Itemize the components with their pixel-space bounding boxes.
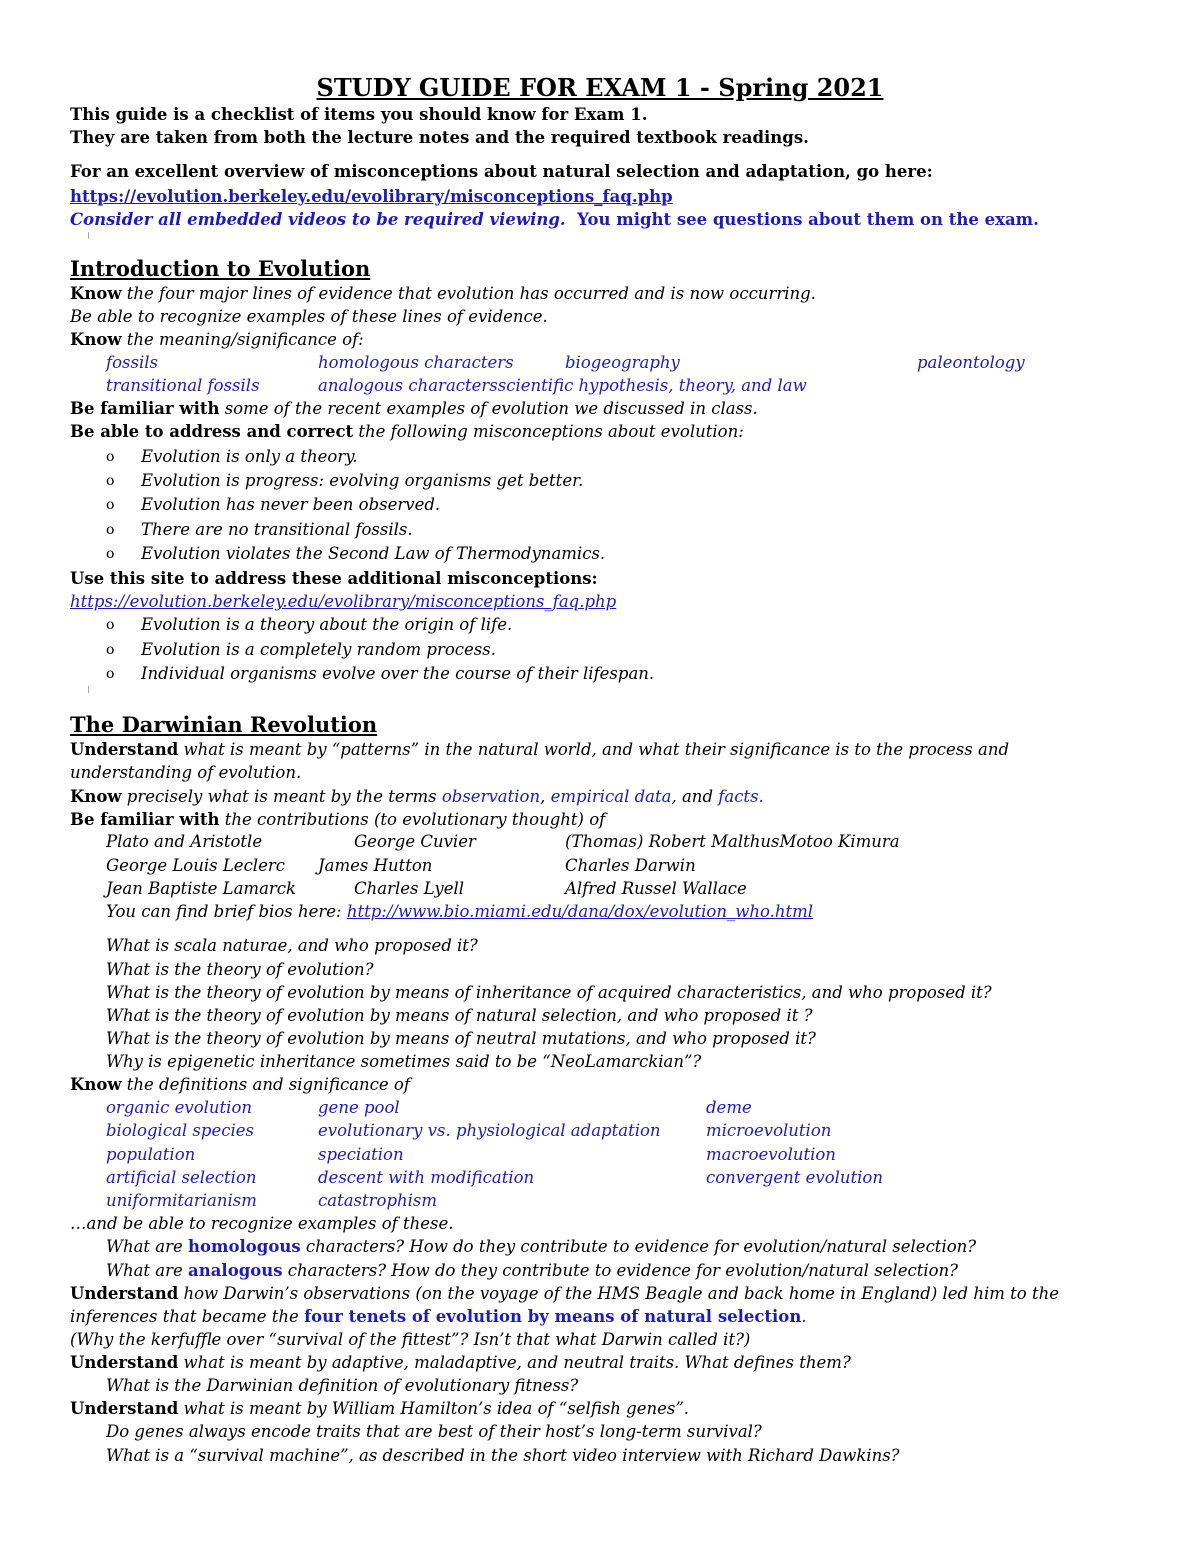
term-observation: observation bbox=[441, 787, 541, 806]
list-bullet: o bbox=[106, 497, 115, 513]
genes-question: Do genes always encode traits that are best of their host’s long-term survival? bbox=[106, 1422, 762, 1441]
definition-item: deme bbox=[706, 1098, 752, 1117]
definition-item: biological species bbox=[106, 1121, 254, 1140]
familiar-label: Be familiar with bbox=[70, 399, 220, 418]
list-bullet: o bbox=[106, 546, 115, 562]
understand-label: Understand bbox=[70, 1353, 179, 1372]
q-suffix: characters? How do they contribute to evidence for evolution/natural selection? bbox=[300, 1237, 977, 1256]
bios-line bbox=[106, 901, 813, 923]
question-item: What is the theory of evolution by means of natural selection, and who proposed it ? bbox=[106, 1006, 813, 1025]
list-item: Evolution is a completely random process. bbox=[141, 640, 496, 659]
definition-item: descent with modification bbox=[318, 1168, 535, 1187]
four-tenets: four tenets of evolution by means of natural selection bbox=[304, 1307, 802, 1326]
q-suffix: characters? How do they contribute to evidence for evolution/natural selection? bbox=[282, 1261, 959, 1280]
homologous-question bbox=[106, 1236, 976, 1258]
bios-text: You can find brief bios here: bbox=[106, 902, 347, 921]
list-bullet: o bbox=[106, 449, 115, 465]
know-label: Know bbox=[70, 284, 122, 303]
understand-traits bbox=[70, 1352, 851, 1374]
know-terms bbox=[70, 786, 764, 808]
videos-note-a: Consider all embedded videos to be required viewing. bbox=[70, 210, 566, 229]
kerfuffle-line: (Why the kerfuffle over “survival of the fittest”? Isn’t that what Darwin called it?) bbox=[70, 1330, 751, 1349]
paragraph-mark bbox=[88, 232, 89, 239]
understand-label: Understand bbox=[70, 740, 179, 759]
address-label: Be able to address and correct bbox=[70, 422, 354, 441]
term-homologous: homologous bbox=[188, 1237, 301, 1256]
definition-item: gene pool bbox=[318, 1098, 400, 1117]
person-item: James Hutton bbox=[318, 856, 433, 875]
know-label: Know bbox=[70, 787, 122, 806]
understand-patterns bbox=[70, 739, 1009, 761]
person-item: Alfred Russel Wallace bbox=[565, 879, 747, 898]
term-empirical-data: empirical data bbox=[550, 787, 672, 806]
person-item: Jean Baptiste Lamarck bbox=[106, 879, 297, 898]
analogous-question bbox=[106, 1260, 958, 1282]
term-analogous: analogous bbox=[188, 1261, 283, 1280]
term-item: fossils bbox=[106, 353, 158, 372]
familiar-text: some of the recent examples of evolution we discussed in class. bbox=[219, 399, 758, 418]
know-text: precisely what is meant by the terms bbox=[121, 787, 442, 806]
person-item: Charles Darwin bbox=[565, 856, 696, 875]
familiar-text: the contributions (to evolutionary thought) of bbox=[219, 810, 606, 829]
q-prefix: What are bbox=[106, 1237, 189, 1256]
fitness-question: What is the Darwinian definition of evolutionary fitness? bbox=[106, 1376, 579, 1395]
recognize-examples: …and be able to recognize examples of these. bbox=[70, 1214, 454, 1233]
definition-item: speciation bbox=[318, 1145, 404, 1164]
understand-text: what is meant by adaptive, maladaptive, and neutral traits. What defines them? bbox=[178, 1353, 851, 1372]
question-item: What is the theory of evolution? bbox=[106, 960, 374, 979]
term-item: transitional fossils bbox=[106, 376, 260, 395]
list-bullet: o bbox=[106, 522, 115, 538]
list-item: Evolution is a theory about the origin of life. bbox=[141, 615, 513, 634]
list-bullet: o bbox=[106, 473, 115, 489]
definition-item: uniformitarianism bbox=[106, 1191, 257, 1210]
know-definitions bbox=[70, 1074, 410, 1096]
know-text: the meaning/significance of: bbox=[121, 330, 364, 349]
understand-text: how Darwin’s observations (on the voyage of the HMS Beagle and back home in England) led him to the bbox=[178, 1284, 1059, 1303]
list-item: There are no transitional fossils. bbox=[141, 520, 413, 539]
question-item: What is the theory of evolution by means of neutral mutations, and who proposed it? bbox=[106, 1029, 816, 1048]
know-meaning bbox=[70, 329, 364, 351]
definition-item: artificial selection bbox=[106, 1168, 257, 1187]
understand-label: Understand bbox=[70, 1399, 179, 1418]
misconceptions-link[interactable]: https://evolution.berkeley.edu/evolibrary/misconceptions_faq.php bbox=[70, 187, 673, 206]
definition-item: evolutionary vs. physiological adaptation bbox=[318, 1121, 661, 1140]
understand-observations bbox=[70, 1283, 1059, 1305]
videos-note bbox=[70, 209, 1039, 231]
term-item: biogeography bbox=[565, 353, 680, 372]
section-heading-darwinian: The Darwinian Revolution bbox=[70, 712, 378, 737]
definition-item: organic evolution bbox=[106, 1098, 253, 1117]
recognize-line: Be able to recognize examples of these lines of evidence. bbox=[70, 307, 548, 326]
survival-machine-question: What is a “survival machine”, as described in the short video interview with Richard Dawkins? bbox=[106, 1446, 900, 1465]
person-item: George Cuvier bbox=[354, 832, 476, 851]
familiar-examples bbox=[70, 398, 758, 420]
period: . bbox=[801, 1307, 807, 1326]
term-hypothesis: scientific hypothesis, theory, and law bbox=[497, 376, 807, 395]
use-site-line: Use this site to address these additional misconceptions: bbox=[70, 569, 598, 588]
term-facts: facts. bbox=[718, 787, 764, 806]
question-item: Why is epigenetic inheritance sometimes said to be “NeoLamarckian”? bbox=[106, 1052, 702, 1071]
definition-item: microevolution bbox=[706, 1121, 832, 1140]
paragraph-mark bbox=[88, 686, 89, 693]
list-item: Evolution has never been observed. bbox=[141, 495, 441, 514]
list-item: Individual organisms evolve over the course of their lifespan. bbox=[141, 664, 655, 683]
understand-patterns-cont: understanding of evolution. bbox=[70, 763, 302, 782]
familiar-label: Be familiar with bbox=[70, 810, 220, 829]
section-heading-intro: Introduction to Evolution bbox=[70, 256, 371, 281]
intro-line-1: This guide is a checklist of items you should know for Exam 1. bbox=[70, 105, 648, 124]
know-text: the four major lines of evidence that evolution has occurred and is now occurring. bbox=[121, 284, 816, 303]
term-item: homologous characters bbox=[318, 353, 514, 372]
bios-link[interactable]: http://www.bio.miami.edu/dana/dox/evolution_who.html bbox=[346, 902, 814, 921]
page-title: STUDY GUIDE FOR EXAM 1 - Spring 2021 bbox=[316, 73, 884, 102]
understand-observations-cont bbox=[70, 1306, 807, 1328]
list-item: Evolution violates the Second Law of Thermodynamics. bbox=[141, 544, 606, 563]
list-bullet: o bbox=[106, 666, 115, 682]
understand-text: what is meant by William Hamilton’s idea of “selfish genes”. bbox=[178, 1399, 690, 1418]
intro-line-3: For an excellent overview of misconceptions about natural selection and adaptation, go here: bbox=[70, 162, 933, 181]
know-label: Know bbox=[70, 330, 122, 349]
person-item bbox=[565, 831, 900, 853]
address-misconceptions bbox=[70, 421, 744, 443]
term-item bbox=[318, 375, 807, 397]
list-item: Evolution is only a theory. bbox=[141, 447, 358, 466]
definition-item: population bbox=[106, 1145, 196, 1164]
address-text: the following misconceptions about evolution: bbox=[353, 422, 744, 441]
know-label: Know bbox=[70, 1075, 122, 1094]
definition-item: convergent evolution bbox=[706, 1168, 883, 1187]
person-item: George Louis Leclerc bbox=[106, 856, 285, 875]
term-analogous: analogous characters bbox=[318, 376, 498, 395]
person-item: Charles Lyell bbox=[354, 879, 465, 898]
person-malthus: (Thomas) Robert Malthus bbox=[565, 832, 780, 851]
videos-note-b: You might see questions about them on the exam. bbox=[577, 210, 1039, 229]
question-item: What is the theory of evolution by means of inheritance of acquired characteristics, and who proposed it? bbox=[106, 983, 992, 1002]
definition-item: macroevolution bbox=[706, 1145, 836, 1164]
person-kimura: Motoo Kimura bbox=[779, 832, 900, 851]
term-item: paleontology bbox=[917, 353, 1025, 372]
list-bullet: o bbox=[106, 617, 115, 633]
person-item: Plato and Aristotle bbox=[106, 832, 263, 851]
definition-item: catastrophism bbox=[318, 1191, 438, 1210]
misconceptions-link-2[interactable]: https://evolution.berkeley.edu/evolibrary/misconceptions_faq.php bbox=[70, 592, 617, 611]
comma: , bbox=[540, 787, 551, 806]
and-text: , and bbox=[671, 787, 719, 806]
inferences-text: inferences that became the bbox=[70, 1307, 305, 1326]
understand-label: Understand bbox=[70, 1284, 179, 1303]
understand-selfish-genes bbox=[70, 1398, 689, 1420]
list-bullet: o bbox=[106, 642, 115, 658]
list-item: Evolution is progress: evolving organisms get better. bbox=[141, 471, 584, 490]
familiar-contributions bbox=[70, 809, 605, 831]
know-text: the definitions and significance of bbox=[121, 1075, 410, 1094]
know-evidence bbox=[70, 283, 816, 305]
intro-line-2: They are taken from both the lecture notes and the required textbook readings. bbox=[70, 128, 809, 147]
question-item: What is scala naturae, and who proposed it? bbox=[106, 936, 478, 955]
understand-text: what is meant by “patterns” in the natural world, and what their significance is to the process and bbox=[178, 740, 1010, 759]
q-prefix: What are bbox=[106, 1261, 189, 1280]
